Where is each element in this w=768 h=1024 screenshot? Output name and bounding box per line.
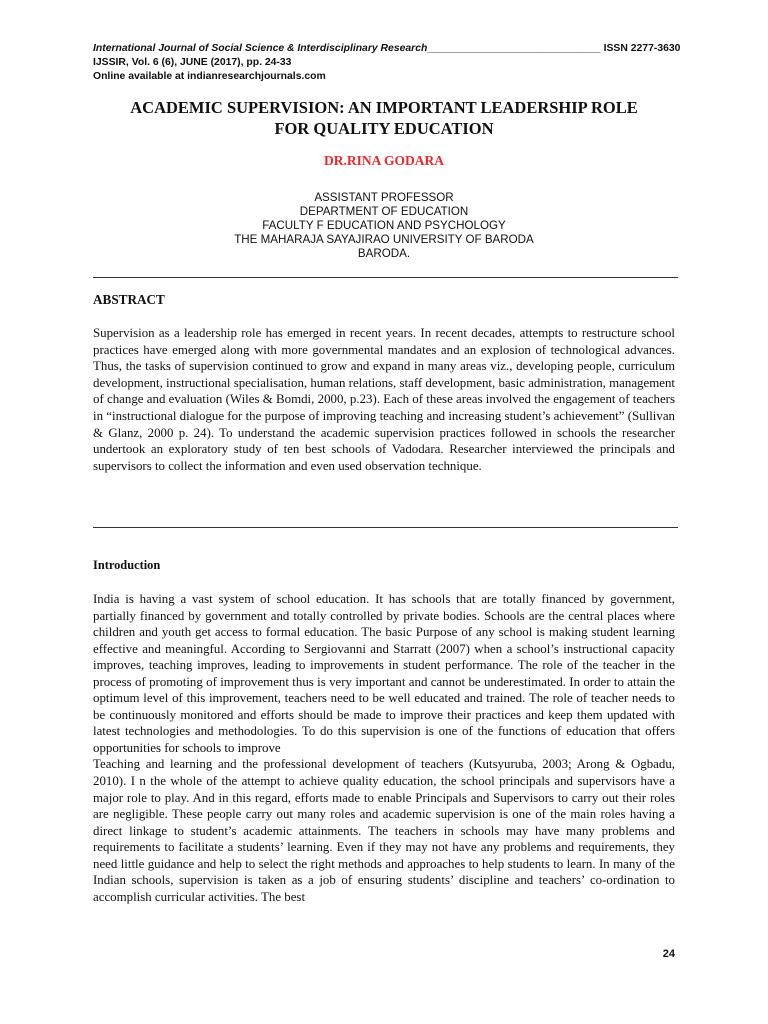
abstract-heading: ABSTRACT (93, 292, 165, 307)
journal-title-line (93, 42, 683, 56)
journal-header (93, 42, 683, 84)
paper-title (60, 97, 708, 139)
introduction-paragraph-2: Teaching and learning and the professional development of teachers (Kutsyuruba, 2003; Arong & Ogbadu, 2010). I n the whole of the attempt to achieve quality education, the school principals and supervisors have a major role to play. And in this regard, efforts made to enable Principals and Supervisors to carry out their roles are negligible. These people carry out many roles and academic supervision is one of the main roles having a direct linkage to student’s academic attainments. The teachers in schools may have many problems and requirements to facilitate a students’ learning. Even if they may not have any problems and requirements, they need little guidance and help to select the right methods and approaches to help students to learn. In many of the Indian schools, supervision is taken as a job of ensuring students’ discipline and teachers’ co-ordination to accomplish curricular activities. The best (93, 757, 675, 904)
divider-bottom (93, 527, 678, 528)
abstract-body: Supervision as a leadership role has emerged in recent years. In recent decades, attempts to restructure school practices have emerged along with more governmental mandates and an explosion of technological advances. Thus, the tasks of supervision continued to grow and expand in many areas viz., developing people, curriculum development, instructional specialisation, human relations, staff development, basic administration, management of change and evaluation (Wiles & Bomdi, 2000, p.23). Each of these areas involved the engagement of teachers in “instructional dialogue for the purpose of improving teaching and increasing student’s achievement” (Sullivan & Glanz, 2000 p. 24). To understand the academic supervision practices followed in schools the researcher undertook an exploratory study of ten best schools of Vadodara. Researcher interviewed the principals and supervisors to collect the information and even used observation technique. (93, 326, 675, 473)
author-affiliation (60, 191, 708, 261)
title-line-1: ACADEMIC SUPERVISION: AN IMPORTANT LEADERSHIP ROLE (130, 98, 638, 117)
page-number: 24 (662, 948, 675, 960)
introduction-body (93, 591, 675, 905)
affiliation-faculty: FACULTY F EDUCATION AND PSYCHOLOGY (262, 219, 506, 232)
affiliation-university: THE MAHARAJA SAYAJIRAO UNIVERSITY OF BARODA (234, 233, 534, 246)
introduction-heading: Introduction (93, 558, 161, 572)
volume-info: IJSSIR, Vol. 6 (6), JUNE (2017), pp. 24-33 (93, 57, 292, 68)
online-availability: Online available at indianresearchjournals.com (93, 71, 326, 82)
affiliation-position: ASSISTANT PROFESSOR (314, 191, 454, 204)
affiliation-department: DEPARTMENT OF EDUCATION (299, 205, 469, 218)
issn: ISSN 2277-3630 (603, 43, 681, 54)
header-separator: ______________________________ (427, 43, 601, 54)
affiliation-city: BARODA. (357, 247, 411, 260)
introduction-paragraph-1: India is having a vast system of school education. It has schools that are totally financed by government, partially financed by government and totally controlled by private bodies. Schools are the central places where children and youth get access to formal education. The basic Purpose of any school is making student learning effective and meaningful. According to Sergiovanni and Starratt (2007) when a school’s instructional capacity improves, teaching improves, leading to improvements in student performance. The role of the teacher in the process of promoting of improvement thus is very important and cannot be underestimated. In order to attain the optimum level of this improvement, teachers need to be well educated and trained. The role of teacher needs to be continuously monitored and efforts should be made to improve their practices and keep them updated with latest technologies and methodologies. To do this supervision is one of the functions of education that offers opportunities for schools to improve (93, 592, 675, 755)
title-line-2: FOR QUALITY EDUCATION (274, 119, 494, 138)
journal-name: International Journal of Social Science & Interdisciplinary Research (93, 43, 428, 54)
author-name: DR.RINA GODARA (323, 153, 444, 168)
divider-top (93, 277, 678, 278)
